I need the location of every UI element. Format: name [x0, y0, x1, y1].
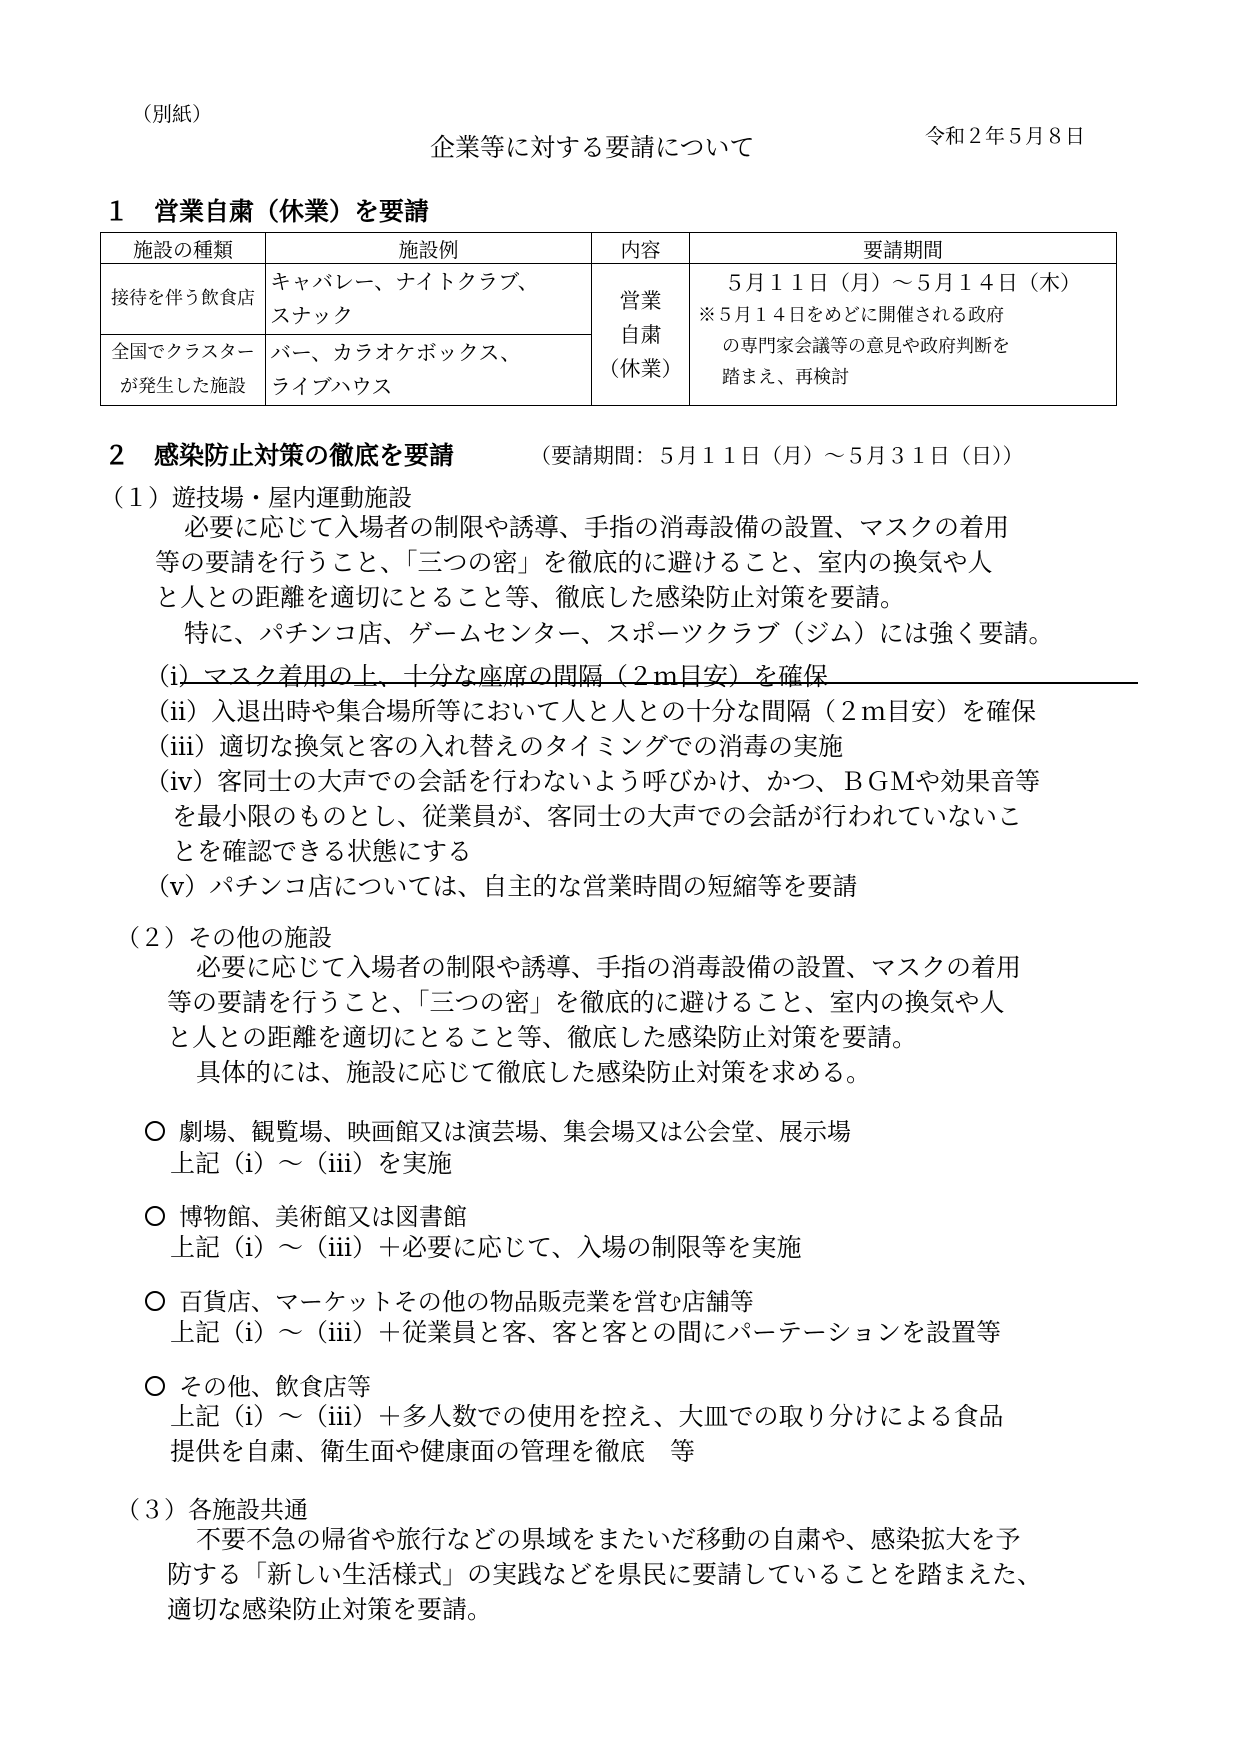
content-line: （休業） — [598, 356, 683, 381]
period-dates: ５月１１日（月）～５月１４日（木） — [724, 271, 1081, 295]
table-cell-examples — [266, 264, 592, 335]
facility-bullet-detail: 提供を自粛、衛生面や健康面の管理を徹底 等 — [170, 1437, 696, 1466]
table-cell-content — [592, 264, 690, 406]
body-line: と人との距離を適切にとること等、徹底した感染防止対策を要請。 — [155, 583, 906, 612]
example-line: スナック — [270, 304, 354, 328]
facility-type-line: が発生した施設 — [120, 376, 246, 397]
facility-bullet-head: 博物館、美術館又は図書館 — [179, 1203, 467, 1231]
body-line: 適切な感染防止対策を要請。 — [167, 1595, 493, 1624]
measure-item: （ⅴ）パチンコ店については、自主的な営業時間の短縮等を要請 — [145, 872, 858, 901]
measure-item: （ⅲ）適切な換気と客の入れ替えのタイミングでの消毒の実施 — [145, 732, 843, 761]
table-cell-examples — [266, 335, 592, 406]
facility-bullet — [145, 1197, 467, 1232]
circle-bullet-icon — [145, 1121, 165, 1141]
content-line: 営業 — [619, 288, 662, 313]
attachment-label: （別紙） — [132, 102, 212, 126]
content-line: 自粛 — [619, 322, 662, 347]
facility-bullet-detail: 上記（ⅰ）～（ⅲ）を実施 — [170, 1149, 452, 1178]
body-line: 必要に応じて入場者の制限や誘導、手指の消毒設備の設置、マスクの着用 — [184, 513, 1010, 542]
table-header-row — [101, 233, 1117, 264]
measure-item: （ⅰ）マスク着用の上、十分な座席の間隔（２ｍ目安）を確保 — [145, 662, 828, 691]
section2-period: （要請期間：５月１１日（月）～５月３１日（日）） — [530, 444, 1024, 468]
body-line: 必要に応じて入場者の制限や誘導、手指の消毒設備の設置、マスクの着用 — [196, 953, 1022, 982]
body-line: 不要不急の帰省や旅行などの県域をまたいだ移動の自粛や、感染拡大を予 — [196, 1525, 1021, 1554]
section2-heading: ２ 感染防止対策の徹底を要請 — [104, 441, 455, 470]
period-note-line: ※５月１４日をめどに開催される政府 — [698, 305, 1004, 326]
facility-bullet-detail: 上記（ⅰ）～（ⅲ）＋従業員と客、客と客との間にパーテーションを設置等 — [170, 1318, 1001, 1347]
document-date: 令和２年５月８日 — [925, 124, 1085, 148]
period-note-line: の専門家会議等の意見や政府判断を — [722, 336, 1010, 357]
measure-item: （ⅱ）入退出時や集合場所等において人と人との十分な間隔（２ｍ目安）を確保 — [145, 697, 1036, 726]
circle-bullet-icon — [145, 1376, 165, 1396]
body-line: と人との距離を適切にとること等、徹底した感染防止対策を要請。 — [167, 1023, 918, 1052]
facility-bullet-detail: 上記（ⅰ）～（ⅲ）＋必要に応じて、入場の制限等を実施 — [170, 1233, 802, 1262]
table-cell-period — [690, 264, 1117, 406]
facility-type-line: 全国でクラスター — [111, 342, 255, 363]
subsection1-heading: （１）遊技場・屋内運動施設 — [100, 484, 412, 512]
page-title: 企業等に対する要請について — [430, 133, 755, 162]
measure-item-continued: を最小限のものとし、従業員が、客同士の大声での会話が行われていないこ — [172, 802, 1023, 831]
facility-bullet — [145, 1282, 754, 1317]
measure-item: （ⅳ）客同士の大声での会話を行わないよう呼びかけ、かつ、ＢＧＭや効果音等 — [145, 767, 1041, 796]
facility-type: 接待を伴う飲食店 — [111, 288, 255, 309]
facility-bullet-detail: 上記（ⅰ）～（ⅲ）＋多人数での使用を控え、大皿での取り分けによる食品 — [170, 1402, 1004, 1431]
table-row — [101, 264, 1117, 335]
body-line: 防する「新しい生活様式」の実践などを県民に要請していることを踏まえた、 — [167, 1560, 1043, 1589]
facility-bullet-head: 劇場、観覧場、映画館又は演芸場、集会場又は公会堂、展示場 — [179, 1118, 851, 1146]
table-header-period: 要請期間 — [690, 233, 1117, 264]
subsection2-heading: （２）その他の施設 — [116, 924, 332, 952]
emphasis-text: 特に、パチンコ店、ゲームセンター、スポーツクラブ（ジム）には強く要請。 — [184, 619, 1054, 648]
facility-bullet — [145, 1112, 851, 1147]
facility-bullet-head: 百貨店、マーケットその他の物品販売業を営む店舗等 — [179, 1288, 754, 1316]
section1-heading: １ 営業自粛（休業）を要請 — [104, 197, 430, 226]
example-line: ライブハウス — [270, 375, 393, 399]
closure-request-table — [100, 232, 1117, 406]
period-note — [698, 300, 1116, 393]
circle-bullet-icon — [145, 1206, 165, 1226]
table-cell-type — [101, 335, 266, 406]
table-cell-type — [101, 264, 266, 335]
period-note-line: 踏まえ、再検討 — [722, 367, 850, 388]
body-line: 等の要請を行うこと、「三つの密」を徹底的に避けること、室内の換気や人 — [155, 548, 993, 577]
measure-item-continued: とを確認できる状態にする — [172, 837, 473, 866]
table-header-examples: 施設例 — [266, 233, 592, 264]
example-line: キャバレー、ナイトクラブ、 — [270, 270, 539, 294]
example-line: バー、カラオケボックス、 — [270, 341, 522, 365]
body-line: 具体的には、施設に応じて徹底した感染防止対策を求める。 — [196, 1058, 872, 1087]
subsection3-heading: （３）各施設共通 — [116, 1496, 308, 1524]
body-line: 等の要請を行うこと、「三つの密」を徹底的に避けること、室内の換気や人 — [167, 988, 1005, 1017]
circle-bullet-icon — [145, 1291, 165, 1311]
table-header-content: 内容 — [592, 233, 690, 264]
facility-bullet-head: その他、飲食店等 — [179, 1373, 371, 1401]
table-header-type: 施設の種類 — [101, 233, 266, 264]
